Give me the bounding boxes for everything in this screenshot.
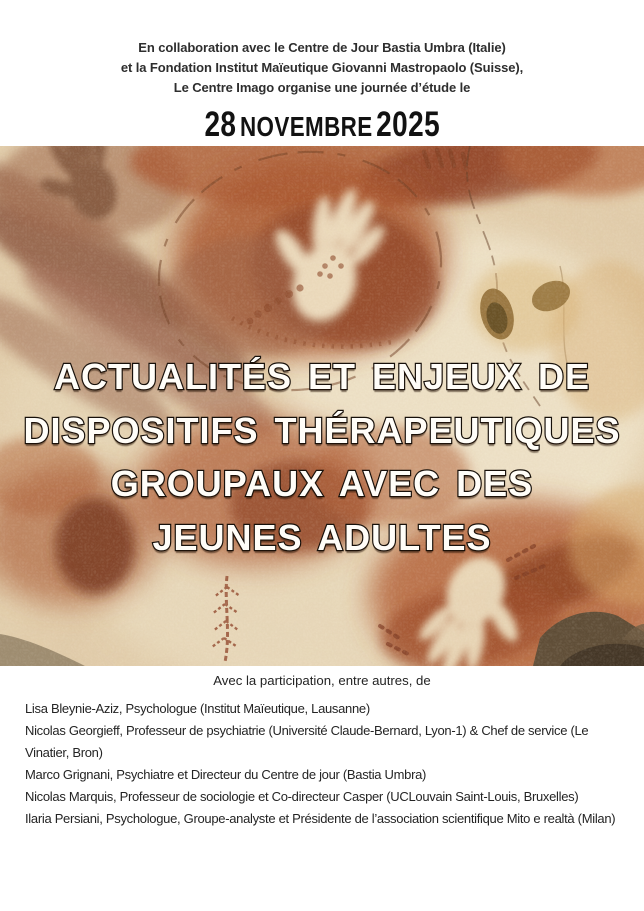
participant-entry: Marco Grignani, Psychiatre et Directeur du Centre de jour (Bastia Umbra)	[25, 767, 427, 782]
poster-title-line-4: JEUNES ADULTES	[152, 516, 492, 558]
date-year: 2025	[375, 105, 440, 144]
participant-entry: Nicolas Marquis, Professeur de sociologie et Co-directeur Casper (UCLouvain Saint-Louis, Bruxelles)	[25, 789, 579, 804]
intro-block	[0, 0, 644, 98]
participant-entry: Nicolas Georgieff, Professeur de psychiatrie (Université Claude-Bernard, Lyon-1) & Chef de service (Le Vinatier, Bron)	[25, 723, 589, 760]
poster-title-line-3: GROUPAUX AVEC DES	[110, 463, 534, 504]
participants-heading: Avec la participation, entre autres, de	[213, 673, 431, 688]
event-date	[0, 105, 644, 145]
date-day: 28	[204, 105, 237, 144]
poster-title-line-2: DISPOSITIFS THÉRAPEUTIQUES	[23, 409, 621, 451]
participant-entry: Lisa Bleynie-Aziz, Psychologue (Institut Maïeutique, Lausanne)	[25, 701, 370, 716]
cave-art-svg	[0, 146, 644, 666]
participant-entry: Ilaria Persiani, Psychologue, Groupe-analyste et Présidente de l’association scientifique Mito e realtà (Milan)	[25, 811, 616, 826]
poster-title-line-1: ACTUALITÉS ET ENJEUX DE	[53, 356, 591, 397]
intro-line-1: En collaboration avec le Centre de Jour Bastia Umbra (Italie)	[138, 40, 506, 55]
date-month: NOVEMBRE	[239, 111, 373, 142]
intro-line-2: et la Fondation Institut Maïeutique Giovanni Mastropaolo (Suisse),	[120, 60, 524, 75]
cave-art-image	[0, 146, 644, 666]
intro-line-3: Le Centre Imago organise une journée d’étude le	[173, 80, 471, 95]
event-date-text	[204, 105, 440, 145]
participants-section	[0, 666, 644, 830]
